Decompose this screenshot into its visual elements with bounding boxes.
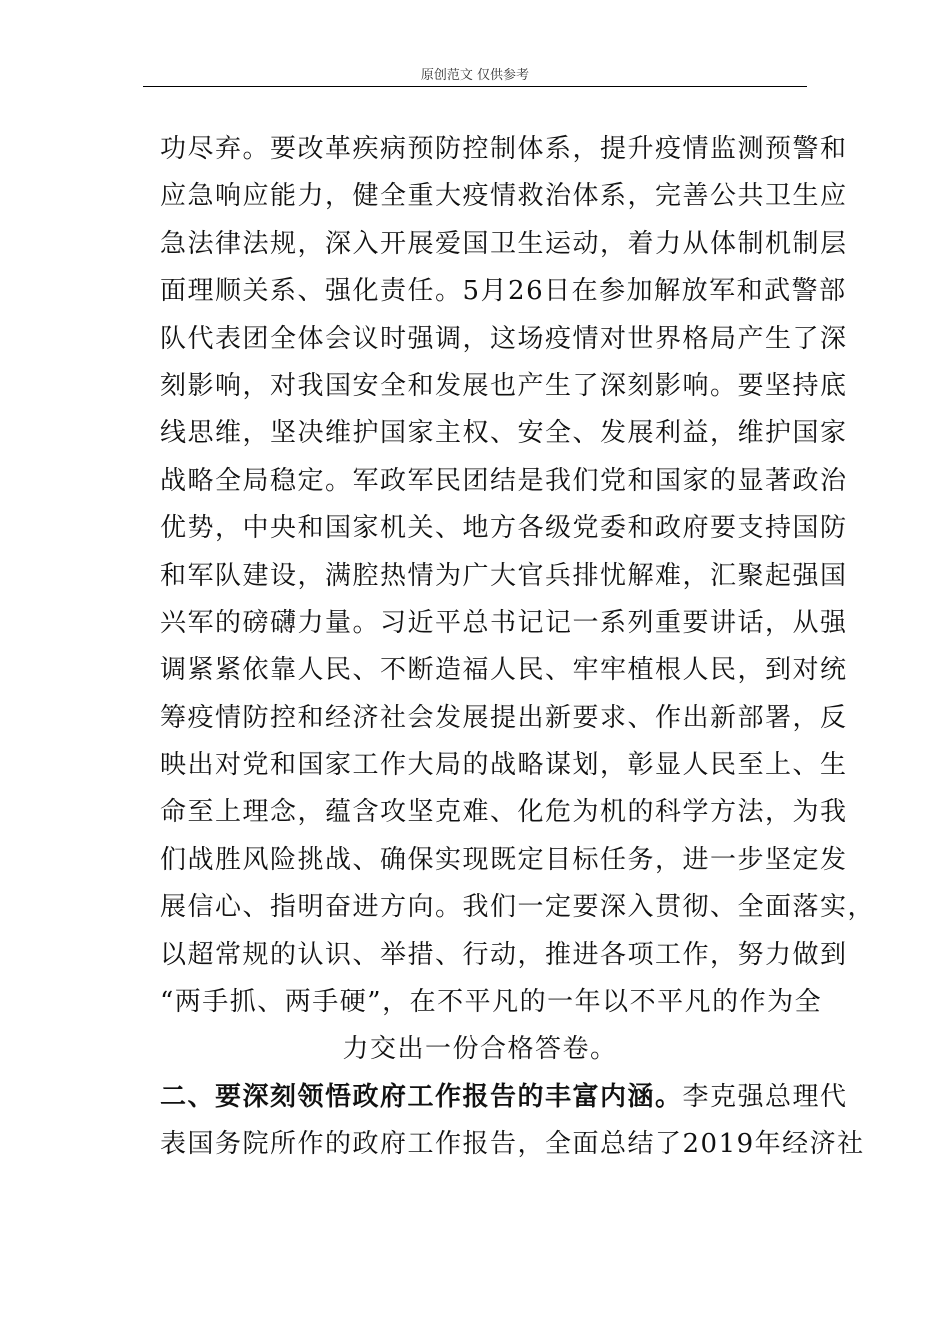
text-line: 映出对党和国家工作大局的战略谋划，彰显人民至上、生 [160,750,848,781]
text-line: 功尽弃。要改革疾病预防控制体系，提升疫情监测预警和 [160,134,848,164]
text-line: 急法律法规，深入开展爱国卫生运动，着力从体制机制层 [160,228,848,259]
text-line: 命至上理念，蕴含攻坚克难、化危为机的科学方法，为我 [160,797,848,828]
text-line: 优势，中央和国家机关、地方各级党委和政府要支持国防 [160,513,848,544]
text-line: 线思维，坚决维护国家主权、安全、发展利益，维护国家 [160,418,848,449]
section-heading-line [160,1074,848,1121]
text-line: 应急响应能力，健全重大疫情救治体系，完善公共卫生应 [160,181,848,212]
text-line: 队代表团全体会议时强调，这场疫情对世界格局产生了深 [160,323,848,354]
text-line: 刻影响，对我国安全和发展也产生了深刻影响。要坚持底 [160,370,848,401]
heading-continuation: 李克强总理代 [682,1081,848,1112]
text-line: 筹疫情防控和经济社会发展提出新要求、作出新部署，反 [160,702,848,733]
page-header: 原创范文 仅供参考 [420,68,530,83]
section-heading: 二、要深刻领悟政府工作报告的丰富内涵。 [160,1081,683,1112]
text-line: 和军队建设，满腔热情为广大官兵排忧解难，汇聚起强国 [160,560,848,591]
text-line: 们战胜风险挑战、确保实现既定目标任务，进一步坚定发 [160,844,848,875]
text-line: 以超常规的认识、举措、行动，推进各项工作，努力做到 [160,939,848,970]
header-divider [143,86,807,87]
text-line: 力交出一份合格答卷。 [342,1034,618,1065]
text-line: 战略全局稳定。军政军民团结是我们党和国家的显著政治 [160,465,848,496]
text-line: 面理顺关系、强化责任。5月26日在参加解放军和武警部 [160,276,847,307]
text-line: 表国务院所作的政府工作报告，全面总结了2019年经济社 [160,1129,865,1160]
text-line: “两手抓、两手硬”，在不平凡的一年以不平凡的作为全 [160,987,823,1018]
text-line: 展信心、指明奋进方向。我们一定要深入贯彻、全面落实， [160,892,876,923]
text-line: 兴军的磅礴力量。习近平总书记记一系列重要讲话，从强 [160,607,848,638]
document-body [160,126,876,1169]
text-line: 调紧紧依靠人民、不断造福人民、牢牢植根人民，到对统 [160,655,848,686]
